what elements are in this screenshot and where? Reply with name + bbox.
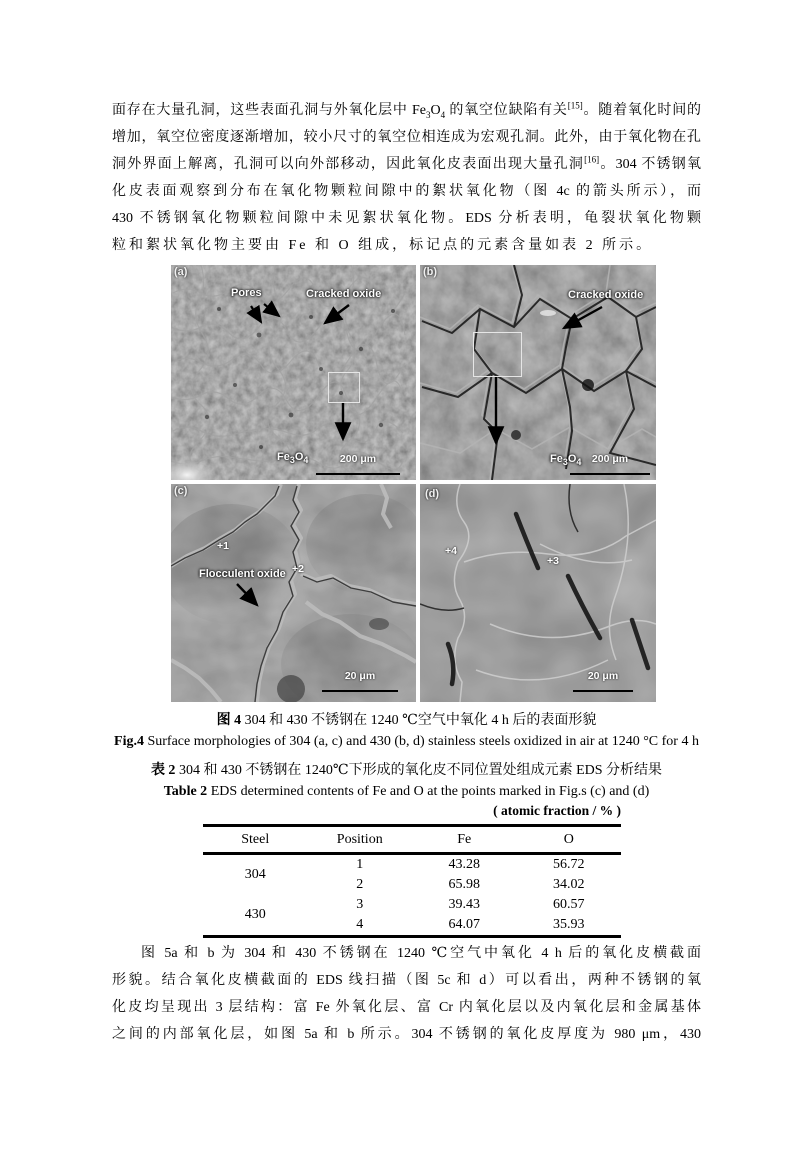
cell-o: 35.93 — [553, 917, 585, 932]
element-symbol: Fe — [550, 453, 563, 465]
chem-subscript: 3 — [289, 455, 295, 466]
eds-point-2: +2 — [292, 563, 304, 575]
element-symbol: Fe — [277, 451, 290, 463]
table-row — [203, 854, 621, 876]
cell-position: 1 — [356, 857, 364, 872]
table-caption-cn — [112, 759, 701, 779]
text-line: 粒和絮状氧化物主要由 Fe 和 O 组成，标记点的元素含量如表 2 所示。 — [112, 238, 654, 253]
text-line: 化皮均呈现出 3 层结构：富 Fe 外氧化层、富 Cr 内氧化层以及内氧化层和金属基体 — [112, 1000, 701, 1015]
col-header-position: Position — [336, 831, 383, 847]
panel-label: (d) — [425, 488, 440, 500]
col-header-fe: Fe — [457, 831, 472, 847]
text-line: 形貌。结合氧化皮横截面的 EDS 线扫描（图 5c 和 d）可以看出，两种不锈钢的氧 — [112, 973, 701, 988]
caption-text: EDS determined contents of Fe and O at the points marked in Fig.s (c) and (d) — [207, 784, 650, 799]
col-header-o: O — [563, 831, 574, 847]
text-line: 430 不锈钢氧化物颗粒间隙中未见絮状氧化物。EDS 分析表明，龟裂状氧化物颗 — [112, 211, 701, 226]
caption-text: 304 和 430 不锈钢在 1240℃下形成的氧化皮不同位置处组成元素 EDS 分析结果 — [175, 763, 663, 778]
scale-bar — [322, 690, 398, 692]
cracked-oxide-label: Cracked oxide — [306, 288, 382, 300]
chem-subscript: 4 — [576, 457, 582, 468]
panel-label: (c) — [174, 485, 188, 497]
cell-steel-304: 304 — [244, 867, 266, 882]
figure-caption-en — [112, 734, 701, 754]
chem-subscript: 3 — [562, 457, 568, 468]
text-segment: 。随着氧化时间的 — [582, 103, 702, 118]
body-paragraph-2 — [112, 940, 701, 1048]
eds-point-1: +1 — [217, 540, 229, 552]
scale-bar-label: 200 μm — [591, 453, 629, 465]
sem-panel-b — [420, 265, 656, 480]
citation-superscript: [16] — [584, 154, 600, 165]
scale-bar-label: 20 μm — [587, 670, 619, 682]
text-segment: 。304 不锈钢氧 — [599, 157, 702, 172]
table-unit-note: ( atomic fraction / % ) — [493, 803, 621, 818]
roi-box — [473, 332, 522, 377]
scale-bar — [573, 690, 633, 692]
sem-panel-c — [171, 484, 416, 702]
pores-label: Pores — [231, 287, 262, 299]
sem-panel-a — [171, 265, 416, 480]
element-symbol: O — [294, 451, 304, 463]
cell-position: 4 — [356, 917, 364, 932]
col-header-steel: Steel — [241, 831, 270, 847]
caption-text: 304 和 430 不锈钢在 1240 ℃空气中氧化 4 h 后的表面形貌 — [241, 713, 597, 728]
cracked-oxide-label: Cracked oxide — [568, 289, 644, 301]
chem-subscript: 3 — [426, 109, 431, 120]
caption-prefix: 图 4 — [216, 713, 242, 728]
scale-bar — [570, 473, 650, 475]
caption-text: Surface morphologies of 304 (a, c) and 430 (b, d) stainless steels oxidized in air at 1240 °C for 4 h — [143, 734, 699, 749]
text-line: 化皮表面观察到分布在氧化物颗粒间隙中的絮状氧化物（图 4c 的箭头所示），而 — [112, 184, 701, 199]
caption-prefix: 表 2 — [150, 763, 176, 778]
text-line: 之间的内部氧化层，如图 5a 和 b 所示。304 不锈钢的氧化皮厚度为 980 μm，430 — [112, 1027, 701, 1042]
sem-panel-d — [420, 484, 656, 702]
caption-prefix: Fig.4 — [114, 734, 144, 749]
text-segment: O — [430, 103, 441, 118]
panel-label: (a) — [174, 266, 188, 278]
cell-position: 2 — [356, 877, 364, 892]
scale-bar-label: 20 μm — [344, 670, 376, 682]
figure-4-sem-grid — [171, 265, 656, 702]
roi-box — [328, 372, 360, 403]
eds-point-4: +4 — [445, 545, 457, 557]
chem-subscript: 4 — [303, 455, 309, 466]
text-line: 增加，氧空位密度逐渐增加，较小尺寸的氧空位相连成为宏观孔洞。此外，由于氧化物在孔 — [112, 130, 701, 145]
cell-fe: 65.98 — [448, 877, 480, 892]
compound-label — [277, 451, 309, 466]
text-line: 图 5a 和 b 为 304 和 430 不锈钢在 1240 ℃空气中氧化 4 h 后的氧化皮横截面 — [141, 946, 701, 961]
text-segment: 的氧空位缺陷有关 — [445, 103, 568, 118]
text-segment: 洞外界面上解离，孔洞可以向外部移动，因此氧化皮表面出现大量孔洞 — [112, 157, 585, 172]
body-paragraph-1 — [112, 97, 701, 259]
cell-steel-430: 430 — [244, 907, 266, 922]
chem-subscript: 4 — [440, 109, 446, 120]
text-segment: 面存在大量孔洞，这些表面孔洞与外氧化层中 Fe — [112, 103, 427, 118]
text-line — [112, 97, 701, 124]
panel-label: (b) — [423, 266, 438, 278]
eds-point-3: +3 — [547, 555, 559, 567]
cell-o: 34.02 — [553, 877, 585, 892]
cell-position: 3 — [356, 897, 364, 912]
flocculent-oxide-label: Flocculent oxide — [199, 568, 286, 580]
cell-fe: 39.43 — [448, 897, 480, 912]
table-row — [203, 895, 621, 915]
element-symbol: O — [567, 453, 577, 465]
cell-fe: 64.07 — [448, 917, 480, 932]
figure-caption-cn — [112, 709, 701, 729]
scale-bar — [316, 473, 400, 475]
cell-o: 56.72 — [553, 857, 585, 872]
cell-fe: 43.28 — [448, 857, 480, 872]
scale-bar-label: 200 μm — [339, 453, 377, 465]
table-caption-en — [112, 784, 701, 804]
eds-table — [203, 824, 621, 938]
citation-superscript: [15] — [567, 100, 583, 111]
cell-o: 60.57 — [553, 897, 585, 912]
caption-prefix: Table 2 — [163, 784, 208, 799]
table-header-row — [203, 826, 621, 854]
text-line — [112, 151, 701, 178]
